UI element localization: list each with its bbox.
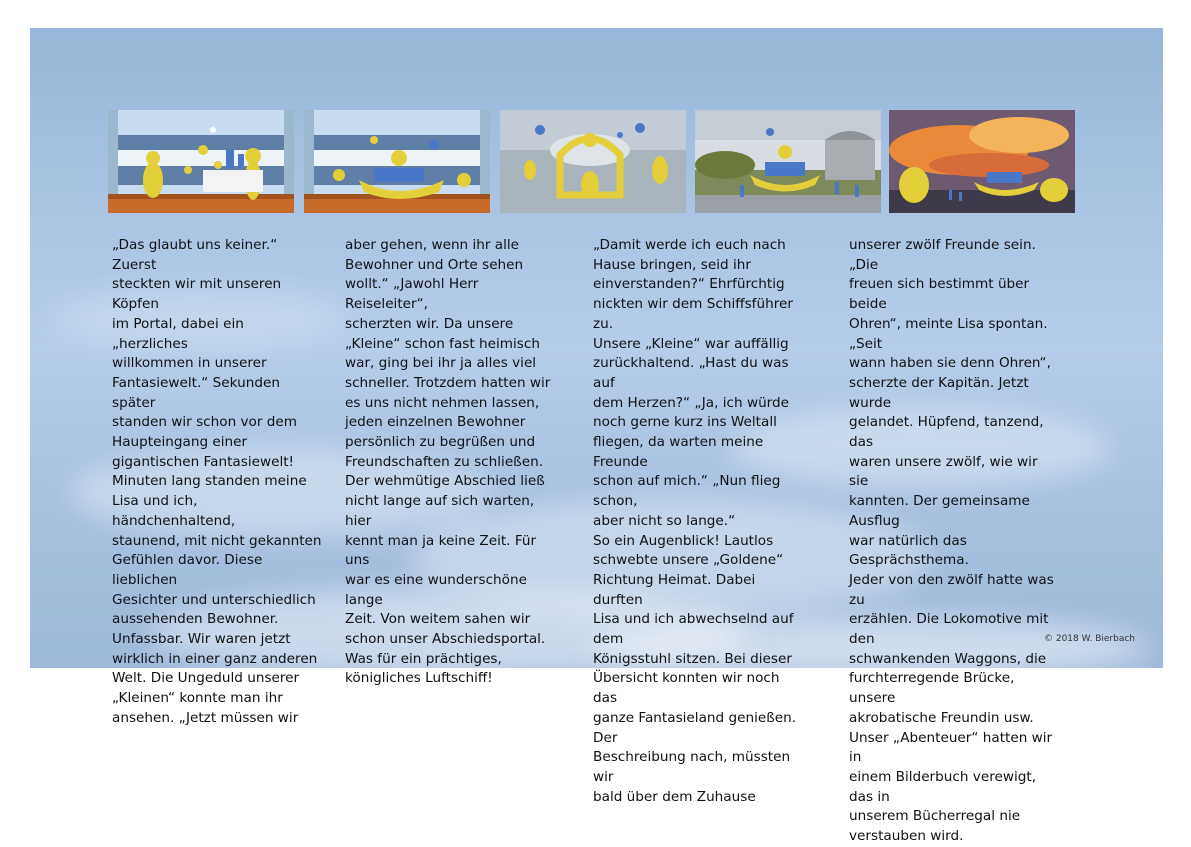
thumbnail-4	[695, 110, 881, 213]
story-column-1: „Das glaubt uns keiner.“ Zuerst steckten wir mit unseren Köpfen im Portal, dabei ein „herzliches willkommen in unserer Fantasiewelt.“ Sekunden später standen wir schon vor dem Haupteingang einer gigantischen Fantasiewelt! Minuten lang standen meine Lisa und ich, händchenhaltend, staunend, mit nicht gekannten Gefühlen davor. Diese lieblichen Gesichter und unterschiedlich aussehenden Bewohner. Unfassbar. Wir waren jetzt wirklich in einer ganz anderen Welt. Die Ungeduld unserer „Kleinen“ konnte man ihr ansehen. „Jetzt müssen wir	[112, 237, 322, 726]
copyright-notice: © 2018 W. Bierbach	[1043, 634, 1135, 644]
story-column-2: aber gehen, wenn ihr alle Bewohner und Orte sehen wollt.“ „Jawohl Herr Reiseleiter“, scherzten wir. Da unsere „Kleine“ schon fast heimisch war, ging bei ihr ja alles viel schneller. Trotzdem hatten wir es uns nicht nehmen lassen, jeden einzelnen Bewohner persönlich zu begrüßen und Freundschaften zu schließen. Der wehmütige Abschied ließ nicht lange auf sich warten, hier kennt man ja keine Zeit. Für uns war es eine wunderschöne lange Zeit. Von weitem sahen wir schon unser Abschiedsportal. Was für ein prächtiges, königliches Luftschiff!	[345, 237, 551, 687]
story-column-4: unserer zwölf Freunde sein. „Die freuen sich bestimmt über beide Ohren“, meinte Lisa spontan. „Seit wann haben sie denn Ohren“, scherzte der Kapitän. Jetzt wurde gelandet. Hüpfend, tanzend, das waren unsere zwölf, wie wir sie kannten. Der gemeinsame Ausflug war natürlich das Gesprächsthema. Jeder von den zwölf hatte was zu erzählen. Die Lokomotive mit den schwankenden Waggons, die furchterregende Brücke, unsere akrobatische Freundin usw. Unser „Abenteuer“ hatten wir in einem Bilderbuch verewigt, das in unserem Bücherregal nie verstauben wird.	[849, 237, 1054, 845]
thumbnail-5	[889, 110, 1075, 213]
thumbnail-1	[108, 110, 294, 213]
thumbnail-3	[500, 110, 686, 213]
thumbnail-2	[304, 110, 490, 213]
sky-background	[30, 28, 1163, 845]
story-column-3: „Damit werde ich euch nach Hause bringen, seid ihr einverstanden?“ Ehrfürchtig nickten wir dem Schiffsführer zu. Unsere „Kleine“ war auffällig zurückhaltend. „Hast du was auf dem Herzen?“ „Ja, ich würde noch gerne kurz ins Weltall fliegen, da warten meine Freunde schon auf mich.“ „Nun flieg schon, aber nicht so lange.“ So ein Augenblick! Lautlos schwebte unsere „Goldene“ Richtung Heimat. Dabei durften Lisa und ich abwechselnd auf dem Königsstuhl sitzen. Bei dieser Übersicht konnten wir noch das ganze Fantasieland genießen. Der Beschreibung nach, müssten wir bald über dem Zuhause	[593, 237, 797, 805]
